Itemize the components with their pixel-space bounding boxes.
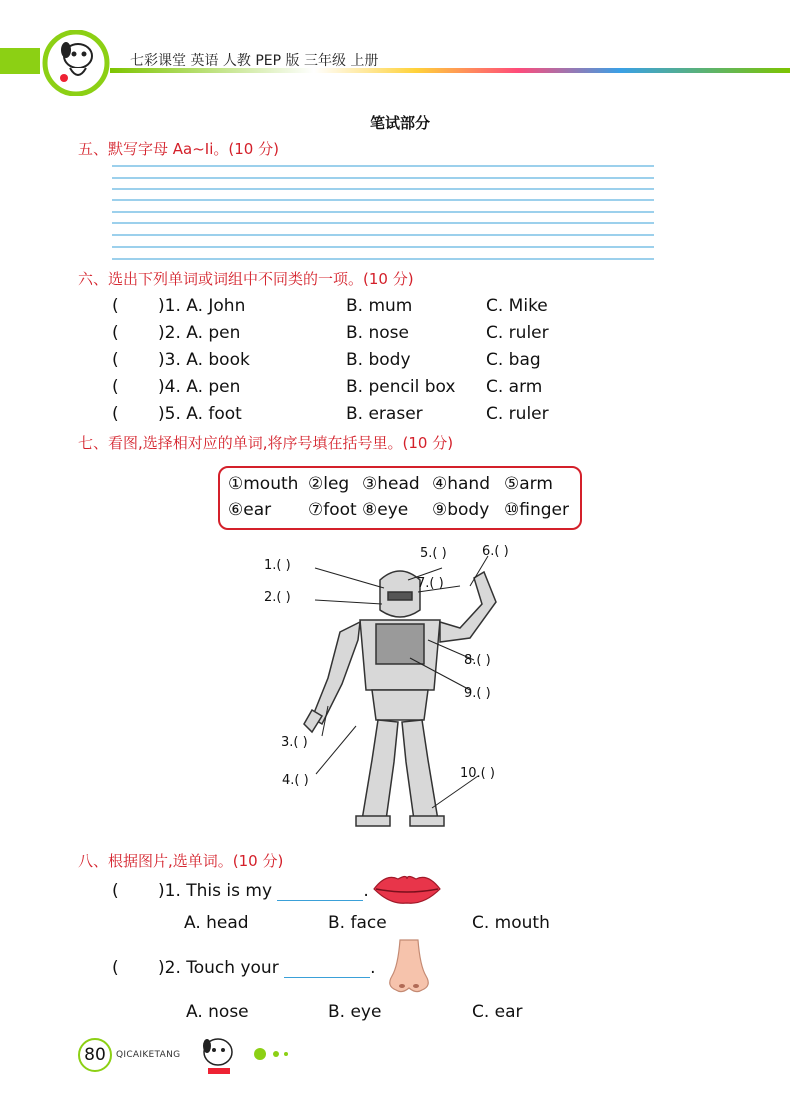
q1-option-a: A. head [184, 913, 249, 933]
list-item: ( )2. A. pen [112, 323, 241, 343]
option-c: C. Mike [486, 296, 548, 316]
list-item: ( )3. A. book [112, 350, 250, 370]
option-c: C. bag [486, 350, 541, 370]
page-title: 笔试部分 [369, 114, 430, 132]
section5-heading: 五、默写字母 Aa~Ii。(10 分) [78, 140, 279, 158]
robot-label-9: 9.( ) [464, 686, 491, 701]
list-item: ( )1. A. John [112, 296, 246, 316]
option-b: B. eraser [346, 404, 423, 424]
section7-heading: 七、看图,选择相对应的单词,将序号填在括号里。(10 分) [78, 434, 454, 452]
list-item: ( )5. A. foot [112, 404, 242, 424]
q2-option-c: C. ear [472, 1002, 523, 1022]
question-2: ( )2. Touch your . [112, 958, 376, 978]
header-mascot-icon [40, 30, 112, 96]
nose-icon [386, 938, 432, 996]
robot-label-6: 6.( ) [482, 544, 509, 559]
page-number: 80 [78, 1038, 112, 1072]
list-item: ( )4. A. pen [112, 377, 241, 397]
option-b: B. nose [346, 323, 409, 343]
option-b: B. mum [346, 296, 413, 316]
robot-label-8: 8.( ) [464, 653, 491, 668]
writing-lines [112, 165, 654, 260]
robot-label-10: 10.( ) [460, 766, 495, 781]
q1-option-c: C. mouth [472, 913, 550, 933]
robot-label-4: 4.( ) [282, 773, 309, 788]
section6-heading: 六、选出下列单词或词组中不同类的一项。(10 分) [78, 270, 414, 288]
robot-label-5: 5.( ) [420, 546, 447, 561]
header-title: 七彩课堂 英语 人教 PEP 版 三年级 上册 [130, 53, 379, 69]
option-c: C. arm [486, 377, 543, 397]
word-bank-row-2: ⑥ear ⑦foot ⑧eye ⑨body ⑩finger [228, 500, 569, 520]
footer-mascot-icon [196, 1030, 306, 1078]
robot-label-7: 7.( ) [417, 576, 444, 591]
robot-label-3: 3.( ) [281, 735, 308, 750]
lips-icon [372, 874, 442, 904]
section8-heading: 八、根据图片,选单词。(10 分) [78, 852, 284, 870]
footer-brand: QICAIKETANG [116, 1050, 181, 1060]
robot-label-2: 2.( ) [264, 590, 291, 605]
option-c: C. ruler [486, 323, 549, 343]
q2-option-b: B. eye [328, 1002, 382, 1022]
q2-option-a: A. nose [186, 1002, 249, 1022]
robot-label-1: 1.( ) [264, 558, 291, 573]
header-rainbow-bar [0, 48, 790, 74]
word-bank-box [218, 466, 582, 530]
option-b: B. body [346, 350, 411, 370]
answer-blank[interactable] [284, 961, 370, 978]
q1-option-b: B. face [328, 913, 387, 933]
robot-illustration [260, 540, 540, 840]
option-b: B. pencil box [346, 377, 456, 397]
word-bank-row-1: ①mouth ②leg ③head ④hand ⑤arm [228, 474, 553, 494]
question-1: ( )1. This is my . [112, 881, 369, 901]
option-c: C. ruler [486, 404, 549, 424]
answer-blank[interactable] [277, 884, 363, 901]
